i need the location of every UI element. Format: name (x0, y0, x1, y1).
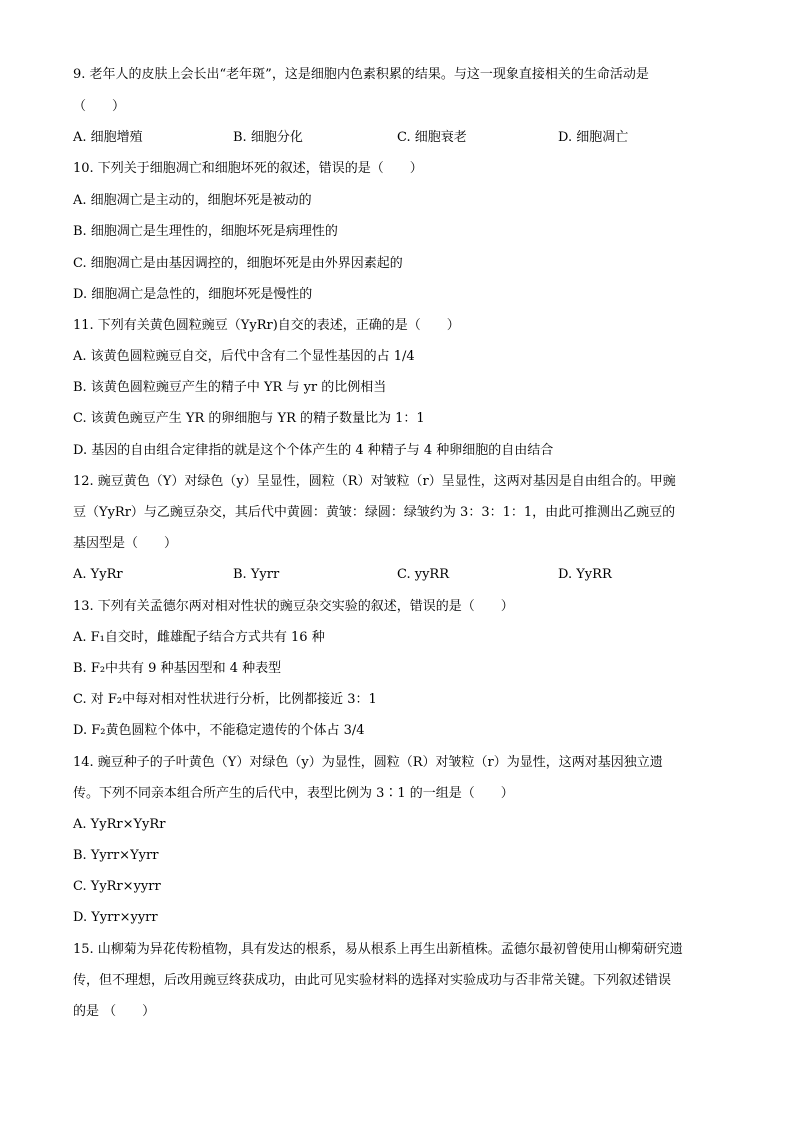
question-12-stem-end: 基因型是（ ） (73, 536, 178, 551)
question-9-stem: 9. 老年人的皮肤上会长出“老年斑”，这是细胞内色素积累的结果。与这一现象直接相关的生命活动是 (73, 67, 649, 82)
option-c: C. 细胞衰老 (397, 130, 467, 145)
option-b: B. Yyrr (233, 567, 280, 582)
option-d: D. F₂黄色圆粒个体中，不能稳定遗传的个体占 3/4 (73, 723, 365, 738)
option-b: B. 该黄色圆粒豌豆产生的精子中 YR 与 yr 的比例相当 (73, 380, 387, 395)
option-c: C. yyRR (397, 567, 450, 582)
question-15-stem: 15. 山柳菊为异花传粉植物，具有发达的根系，易从根系上再生出新植株。孟德尔最初曾使用山柳菊研究遗 (73, 942, 683, 957)
question-15-stem-end: 的是 （ ） (73, 1004, 156, 1019)
option-a: A. YyRr (73, 567, 123, 582)
option-a: A. 细胞凋亡是主动的，细胞坏死是被动的 (73, 193, 312, 208)
question-9-stem-cont: （ ） (73, 99, 126, 114)
option-b: B. Yyrr×Yyrr (73, 848, 159, 863)
option-a: A. F₁自交时，雌雄配子结合方式共有 16 种 (73, 630, 325, 645)
option-c: C. 该黄色豌豆产生 YR 的卵细胞与 YR 的精子数量比为 1：1 (73, 411, 425, 426)
question-12-stem: 12. 豌豆黄色（Y）对绿色（y）呈显性，圆粒（R）对皱粒（r）呈显性，这两对基因是自由组合的。甲豌 (73, 474, 676, 489)
question-15-stem-cont: 传，但不理想，后改用豌豆终获成功，由此可见实验材料的选择对实验成功与否非常关键。下列叙述错误 (73, 973, 672, 988)
option-b: B. 细胞凋亡是生理性的，细胞坏死是病理性的 (73, 224, 338, 239)
question-12-stem-cont: 豆（YyRr）与乙豌豆杂交，其后代中黄圆：黄皱：绿圆：绿皱约为 3：3：1：1，由此可推测出乙豌豆的 (73, 505, 676, 520)
question-13-stem: 13. 下列有关孟德尔两对相对性状的豌豆杂交实验的叙述，错误的是（ ） (73, 599, 514, 614)
question-10-stem: 10. 下列关于细胞凋亡和细胞坏死的叙述，错误的是（ ） (73, 161, 423, 176)
option-c: C. 对 F₂中每对相对性状进行分析，比例都接近 3：1 (73, 692, 377, 707)
option-d: D. 细胞凋亡 (558, 130, 629, 145)
question-14-stem: 14. 豌豆种子的子叶黄色（Y）对绿色（y）为显性，圆粒（R）对皱粒（r）为显性，这两对基因独立遗 (73, 755, 663, 770)
option-d: D. 细胞凋亡是急性的，细胞坏死是慢性的 (73, 287, 313, 302)
option-c: C. YyRr×yyrr (73, 879, 161, 894)
option-d: D. Yyrr×yyrr (73, 910, 158, 925)
option-b: B. 细胞分化 (233, 130, 303, 145)
question-11-stem: 11. 下列有关黄色圆粒豌豆（YyRr)自交的表述，正确的是（ ） (73, 318, 460, 333)
option-a: A. 细胞增殖 (73, 130, 143, 145)
option-b: B. F₂中共有 9 种基因型和 4 种表型 (73, 661, 282, 676)
option-a: A. 该黄色圆粒豌豆自交，后代中含有二个显性基因的占 1/4 (73, 349, 415, 364)
option-d: D. 基因的自由组合定律指的就是这个个体产生的 4 种精子与 4 种卵细胞的自由结合 (73, 443, 554, 458)
option-d: D. YyRR (558, 567, 612, 582)
option-c: C. 细胞凋亡是由基因调控的，细胞坏死是由外界因素起的 (73, 256, 403, 271)
option-a: A. YyRr×YyRr (73, 817, 166, 832)
question-14-stem-cont: 传。下列不同亲本组合所产生的后代中，表型比例为 3∶1 的一组是（ ） (73, 786, 514, 801)
